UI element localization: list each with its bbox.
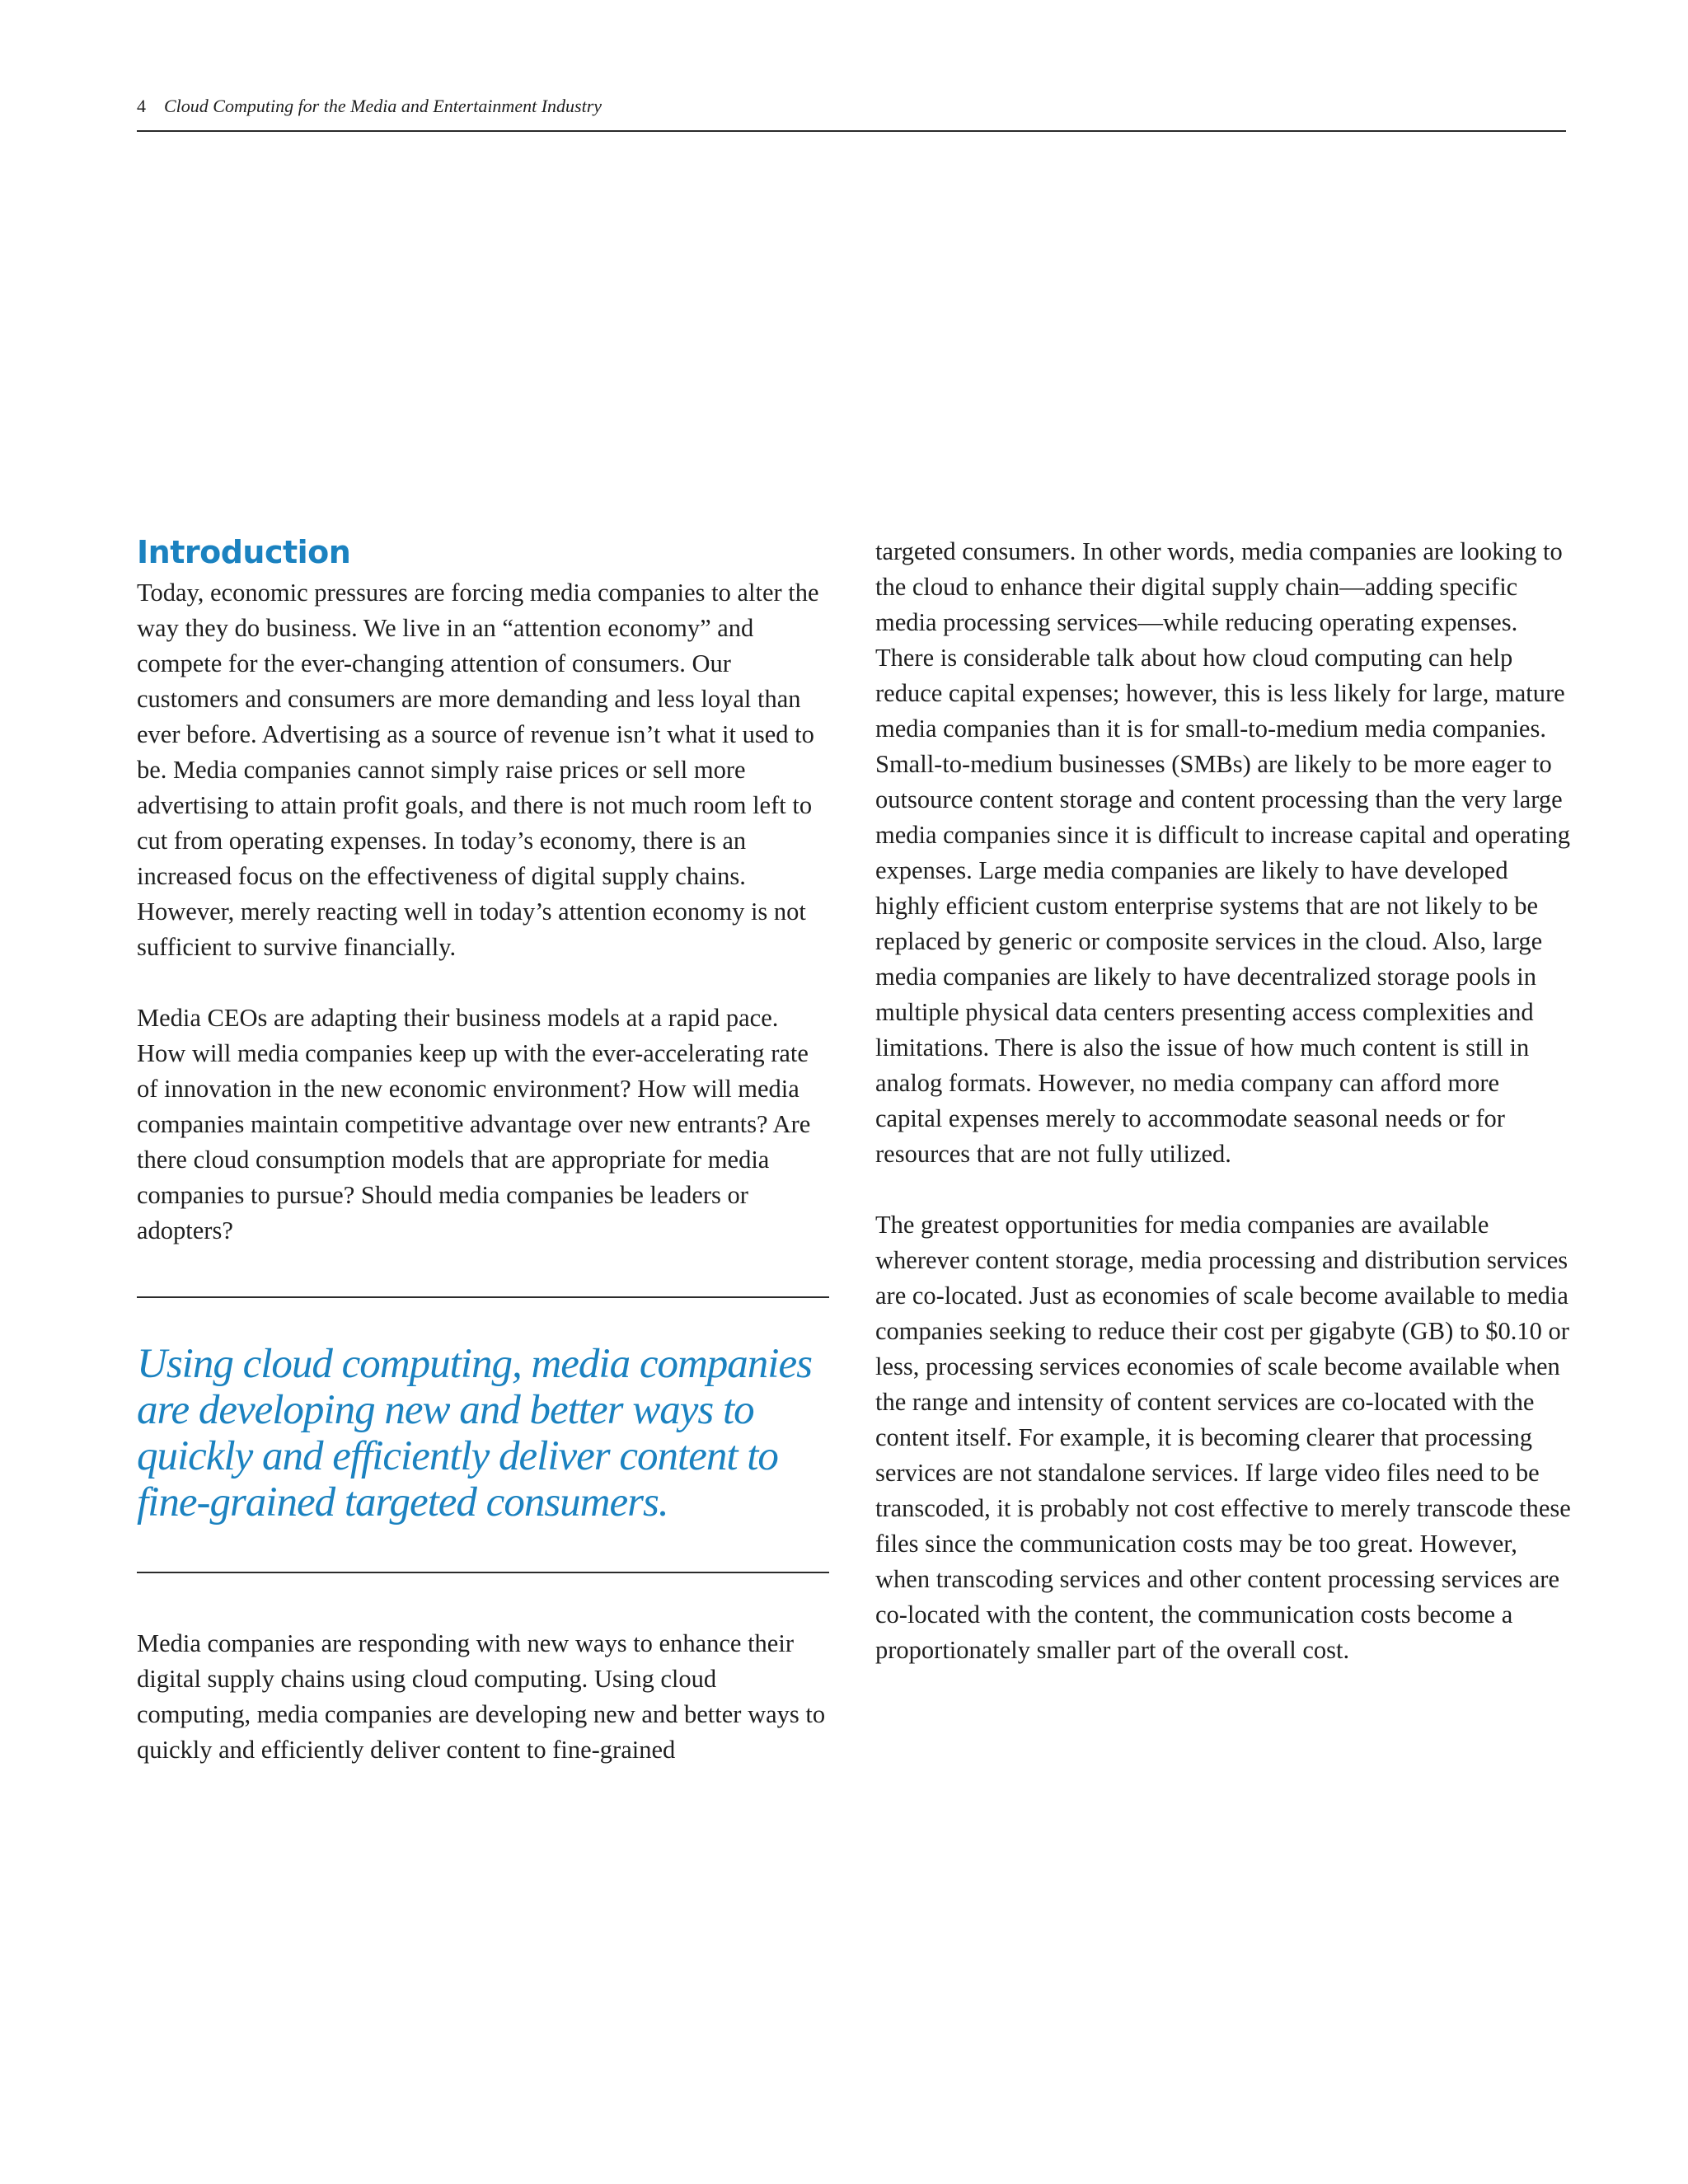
right-paragraph-1: targeted consumers. In other words, media companies are looking to the cloud to enhance their digital supply chain—adding specific media processing services—while reducing operating expenses. There is considerable talk about how cloud computing can help reduce capital expenses; however, this is less likely for large, mature media companies than it is for small-to-medium media companies. Small-to-medium businesses (SMBs) are likely to be more eager to outsource content storage and content processing than the very large media companies since it is difficult to increase capital and operating expenses. Large media companies are likely to have developed highly efficient custom enterprise systems that are not likely to be replaced by generic or composite services in the cloud. Also, large media companies are likely to have decentralized storage pools in multiple physical data centers presenting access complexities and limitations. There is also the issue of how much content is still in analog formats. However, no media company can afford more capital expenses merely to accommodate seasonal needs or for resources that are not fully utilized. bbox=[875, 537, 1570, 1168]
intro-paragraph-2: Media CEOs are adapting their business models at a rapid pace. How will media companies keep up with the ever-accelerating rate of innovation in the new economic environment? How will media companies maintain competitive advantage over new entrants? Are there cloud consumption models that are appropriate for media companies to pursue? Should media companies be leaders or adopters? bbox=[137, 1004, 811, 1244]
section-heading: Introduction bbox=[137, 534, 351, 570]
page-header bbox=[137, 94, 1566, 132]
right-column bbox=[875, 534, 1572, 1668]
right-paragraph-2: The greatest opportunities for media companies are available wherever content storage, media processing and distribution services are co-located. Just as economies of scale become available to media companies seeking to reduce their cost per gigabyte (GB) to $0.10 or less, processing services economies of scale become available when the range and intensity of content services are co-located with the content itself. For example, it is becoming clearer that processing services are not standalone services. If large video files need to be transcoded, it is probably not cost effective to merely transcode these files since the communication costs may be too great. However, when transcoding services and other content processing services are co-located with the content, the communication costs become a proportionately smaller part of the overall cost. bbox=[875, 1211, 1571, 1664]
intro-paragraph-3: Media companies are responding with new ways to enhance their digital supply chains using cloud computing. Using cloud computing, media companies are developing new and better ways to quickly and efficiently deliver content to fine-grained bbox=[137, 1629, 826, 1764]
document-title: Cloud Computing for the Media and Entertainment Industry bbox=[164, 96, 603, 116]
intro-paragraph-1: Today, economic pressures are forcing media companies to alter the way they do business. We live in an “attention economy” and compete for the ever-changing attention of consumers. Our customers and consumers are more demanding and less loyal than ever before. Advertising as a source of revenue isn’t what it used to be. Media companies cannot simply raise prices or sell more advertising to attain profit goals, and there is not much room left to cut from operating expenses. In today’s economy, there is an increased focus on the effectiveness of digital supply chains. However, merely reacting well in today’s attention economy is not sufficient to survive financially. bbox=[137, 579, 819, 961]
left-column bbox=[137, 534, 829, 1768]
page-number: 4 bbox=[137, 96, 146, 116]
pull-quote: Using cloud computing, media companies are developing new and better ways to quickly and efficiently deliver content to fine-grained targeted consumers. bbox=[137, 1296, 829, 1573]
